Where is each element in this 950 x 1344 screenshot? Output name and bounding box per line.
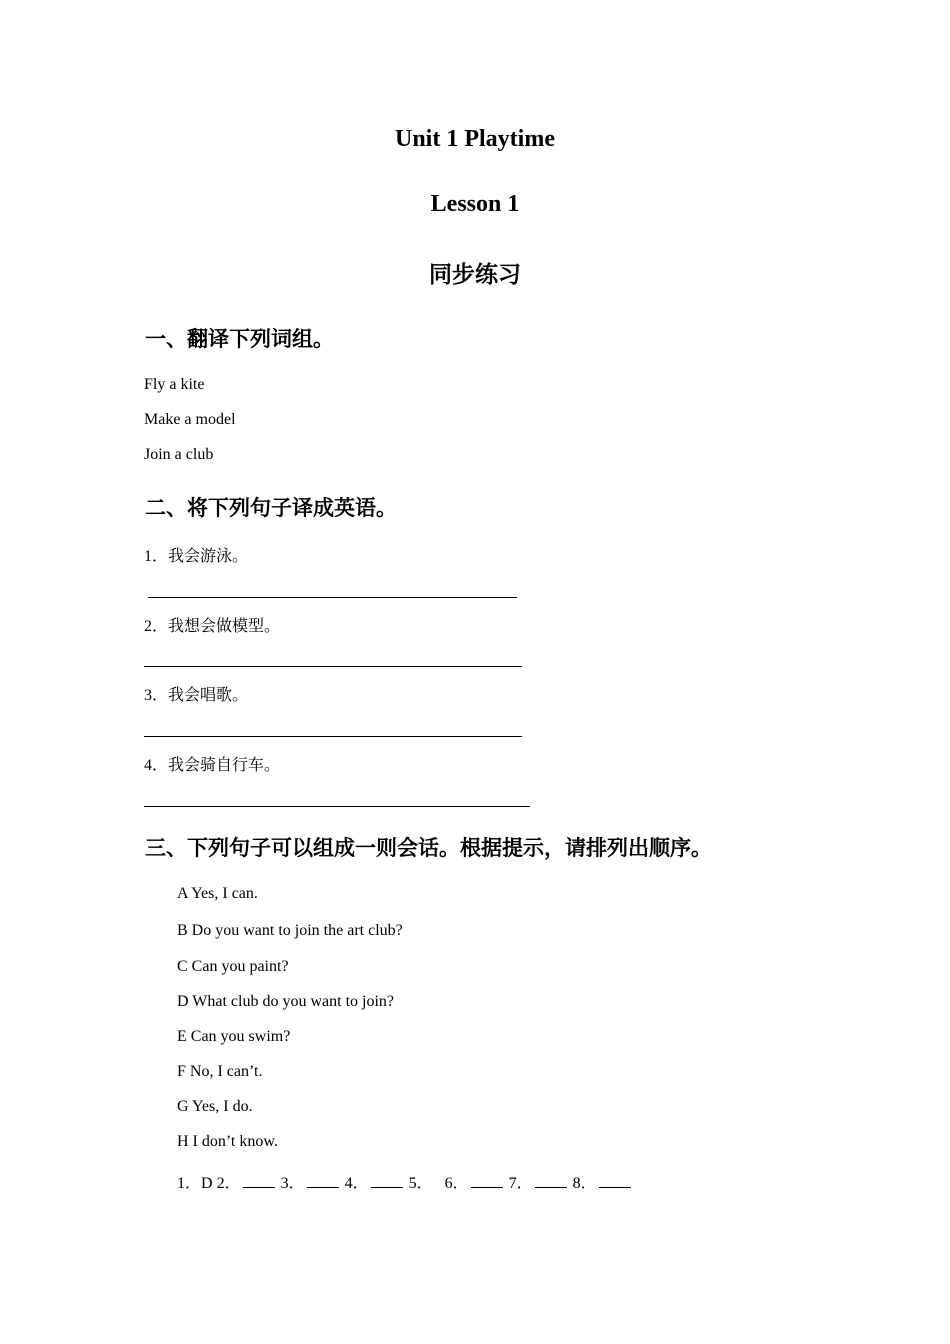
phrase-item: Fly a kite bbox=[144, 376, 205, 393]
order-blank[interactable] bbox=[307, 1173, 339, 1188]
order-number: 5． bbox=[408, 1175, 433, 1192]
order-blank[interactable] bbox=[599, 1173, 631, 1188]
section3-heading: 三、下列句子可以组成一则会话。根据提示，请排列出顺序。 bbox=[145, 836, 712, 860]
answer-line[interactable] bbox=[144, 736, 522, 737]
answer-line[interactable] bbox=[144, 806, 530, 807]
order-blank[interactable] bbox=[535, 1173, 567, 1188]
sentence-item: 2．我想会做模型。 bbox=[144, 618, 281, 635]
order-number: 4． bbox=[344, 1175, 369, 1192]
order-number: 6． bbox=[444, 1175, 469, 1192]
dialogue-line: C Can you paint? bbox=[177, 958, 289, 975]
order-blank[interactable] bbox=[243, 1173, 275, 1188]
dialogue-line: D What club do you want to join? bbox=[177, 993, 394, 1010]
dialogue-line: B Do you want to join the art club? bbox=[177, 922, 403, 939]
order-number: 7． bbox=[508, 1175, 533, 1192]
sentence-item: 1．我会游泳。 bbox=[144, 548, 249, 565]
order-blank[interactable] bbox=[371, 1173, 403, 1188]
phrase-item: Make a model bbox=[144, 411, 236, 428]
phrase-item: Join a club bbox=[144, 446, 214, 463]
dialogue-line: G Yes, I do. bbox=[177, 1098, 253, 1115]
subtitle: 同步练习 bbox=[429, 262, 521, 288]
order-number: 2． bbox=[216, 1175, 241, 1192]
answer-line[interactable] bbox=[144, 666, 522, 667]
sentence-item: 3．我会唱歌。 bbox=[144, 687, 249, 704]
section1-heading: 一、翻译下列词组。 bbox=[145, 327, 334, 351]
order-first-answer: D bbox=[201, 1175, 213, 1192]
order-number: 1． bbox=[177, 1175, 202, 1192]
dialogue-line: H I don’t know. bbox=[177, 1133, 278, 1150]
order-answer-row bbox=[177, 1170, 633, 1193]
order-number: 3． bbox=[280, 1175, 305, 1192]
order-blank[interactable] bbox=[471, 1173, 503, 1188]
dialogue-line: A Yes, I can. bbox=[177, 885, 258, 902]
order-number: 8． bbox=[572, 1175, 597, 1192]
dialogue-line: F No, I can’t. bbox=[177, 1063, 263, 1080]
lesson-title: Lesson 1 bbox=[430, 191, 520, 217]
answer-line[interactable] bbox=[148, 597, 517, 598]
section2-heading: 二、将下列句子译成英语。 bbox=[145, 496, 397, 520]
sentence-item: 4．我会骑自行车。 bbox=[144, 757, 281, 774]
page-title: Unit 1 Playtime bbox=[395, 126, 555, 152]
dialogue-line: E Can you swim? bbox=[177, 1028, 291, 1045]
